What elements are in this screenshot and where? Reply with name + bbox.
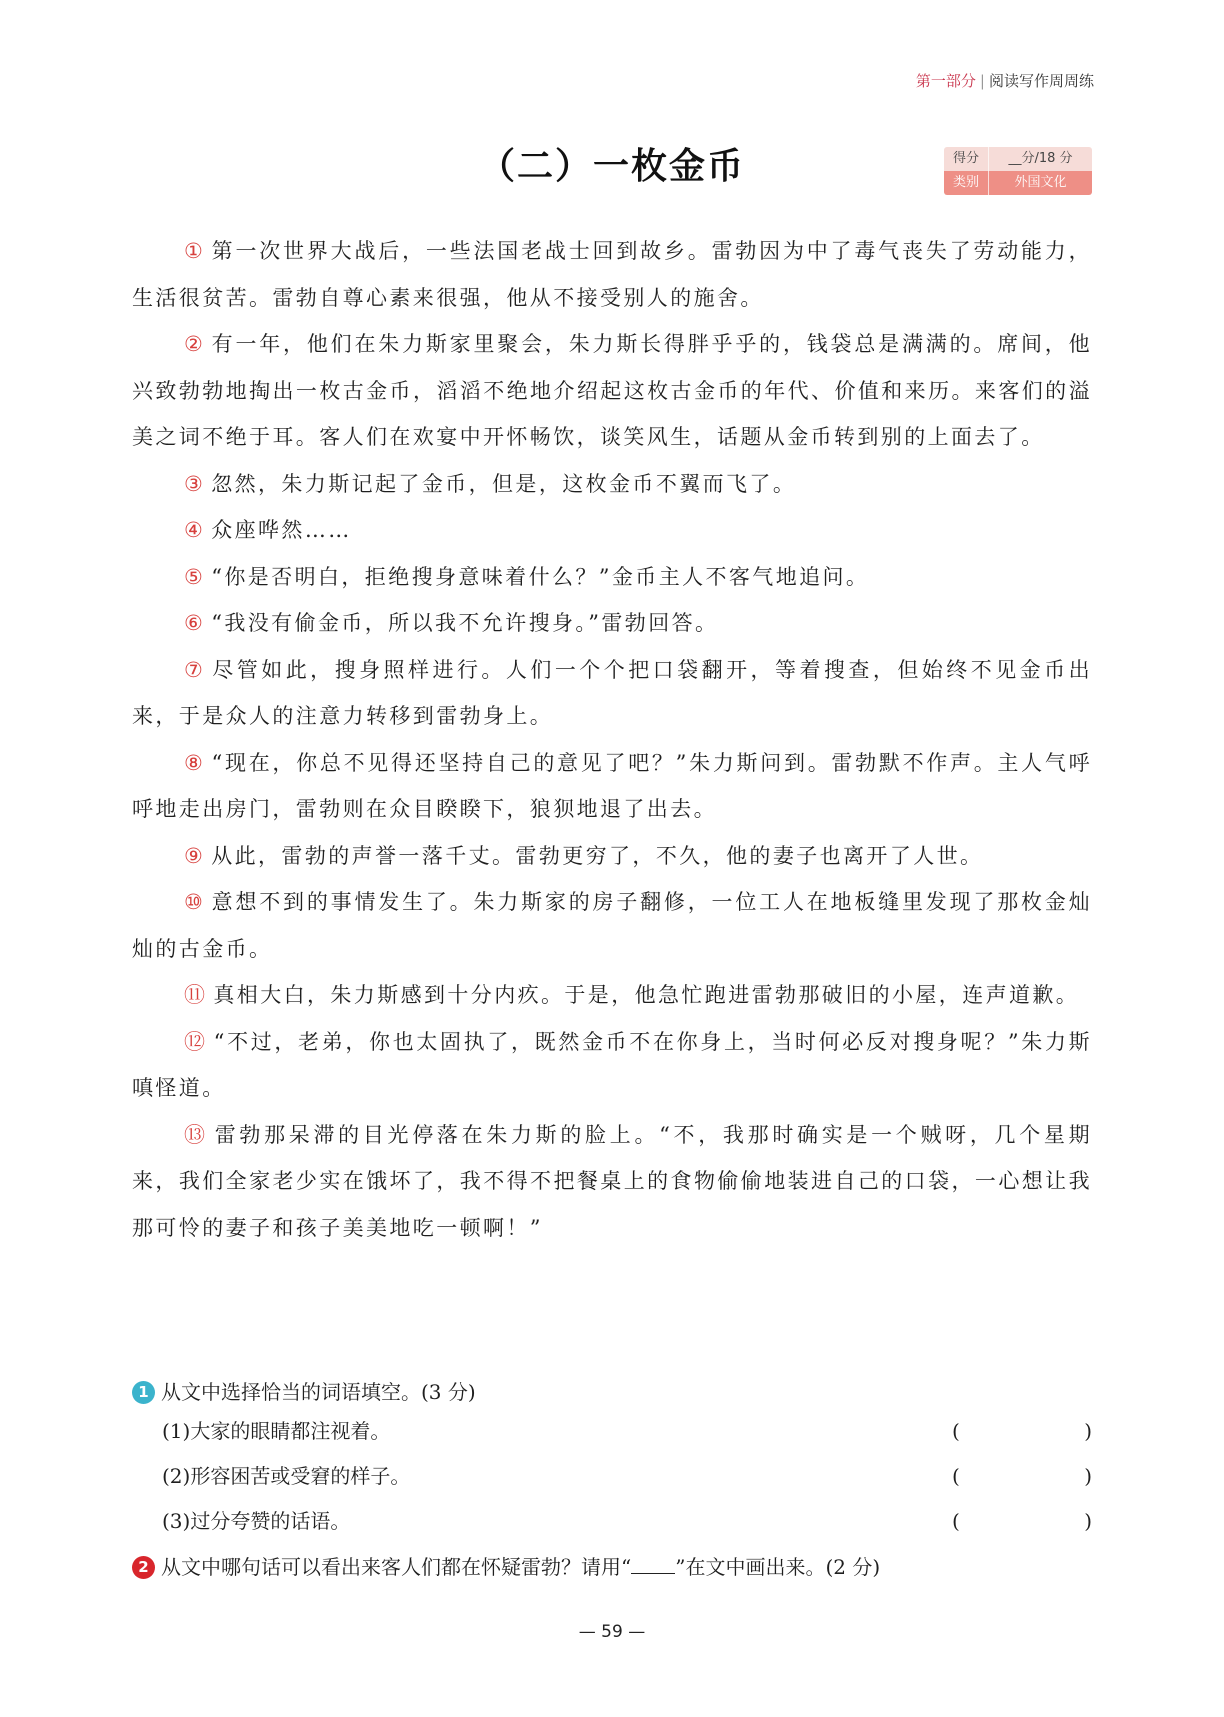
paragraph-number: ② — [184, 332, 206, 356]
score-row — [944, 147, 1092, 171]
paragraph-number: ⑬ — [184, 1122, 209, 1147]
paragraph-text: 忽然，朱力斯记起了金币，但是，这枚金币不翼而飞了。 — [211, 471, 797, 496]
paragraph-number: ⑩ — [184, 890, 206, 914]
header-section: 阅读写作周周练 — [988, 72, 1094, 90]
paragraph-text: 第一次世界大战后，一些法国老战士回到故乡。雷勃因为中了毒气丧失了劳动能力，生活很贫苦。雷勃自尊心素来很强，他从不接受别人的施舍。 — [132, 239, 1093, 310]
paragraph — [132, 461, 1092, 508]
underline-sample — [631, 1553, 675, 1574]
sub-question-text: (1)大家的眼睛都注视着。 — [162, 1419, 391, 1443]
sub-question-text: (3)过分夸赞的话语。 — [162, 1509, 351, 1533]
category-row — [944, 171, 1092, 195]
page-number: — 59 — — [578, 1622, 646, 1642]
paren-open: ( — [952, 1509, 960, 1533]
paragraph — [132, 972, 1092, 1019]
header-part: 第一部分 — [915, 72, 976, 90]
question-1 — [132, 1375, 1092, 1409]
paragraph — [132, 321, 1092, 461]
question-number-badge: 1 — [132, 1381, 155, 1404]
paragraph-number: ⑧ — [184, 750, 206, 775]
paragraph — [132, 554, 1092, 601]
article-title: （二）一枚金币 — [478, 146, 745, 187]
question-text-before: 从文中哪句话可以看出来客人们都在怀疑雷勃？请用“ — [161, 1555, 632, 1579]
article-body — [132, 228, 1092, 1251]
page-header — [916, 70, 1094, 91]
paren-close: ) — [1084, 1464, 1092, 1488]
paragraph — [132, 833, 1092, 880]
paragraph-text: 有一年，他们在朱力斯家里聚会，朱力斯长得胖乎乎的，钱袋总是满满的。席间，他兴致勃勃地掏出一枚古金币，滔滔不绝地介绍起这枚古金币的年代、价值和来历。来客们的溢美之词不绝于耳。客人们在欢宴中开怀畅饮，谈笑风生，话题从金币转到别的上面去了。 — [132, 332, 1093, 449]
paren-close: ) — [1084, 1419, 1092, 1443]
sub-question — [132, 1454, 1092, 1499]
paragraph — [132, 1019, 1092, 1112]
paragraph-text: 从此，雷勃的声誉一落千丈。雷勃更穷了，不久，他的妻子也离开了人世。 — [211, 843, 984, 868]
paragraph-number: ⑦ — [184, 657, 207, 682]
paragraph-number: ⑪ — [184, 983, 208, 1007]
paragraph — [132, 228, 1092, 321]
paragraph-number: ③ — [184, 471, 206, 496]
paragraph-number: ⑥ — [184, 611, 206, 635]
question-text: 从文中选择恰当的词语填空。(3 分) — [161, 1380, 476, 1404]
sub-question — [132, 1499, 1092, 1544]
question-number-badge: 2 — [132, 1556, 155, 1579]
category-value: 外国文化 — [988, 171, 1092, 195]
paragraph-text: “不过，老弟，你也太固执了，既然金币不在你身上，当时何必反对搜身呢？”朱力斯嗔怪道。 — [132, 1029, 1093, 1100]
paragraph-number: ① — [184, 239, 206, 263]
paragraph-text: “我没有偷金币，所以我不允许搜身。”雷勃回答。 — [211, 611, 719, 635]
paragraph-text: 意想不到的事情发生了。朱力斯家的房子翻修，一位工人在地板缝里发现了那枚金灿灿的古金币。 — [132, 890, 1093, 961]
paren-open: ( — [952, 1464, 960, 1488]
paren-open: ( — [952, 1419, 960, 1443]
questions-section — [132, 1375, 1092, 1584]
paragraph-text: 雷勃那呆滞的目光停落在朱力斯的脸上。“不，我那时确实是一个贼呀，几个星期来，我们全家老少实在饿坏了，我不得不把餐桌上的食物偷偷地装进自己的口袋，一心想让我那可怜的妻子和孩子美美地吃一顿啊！” — [132, 1122, 1092, 1240]
paragraph — [132, 600, 1092, 647]
score-label: 得分 — [952, 151, 979, 166]
paragraph — [132, 647, 1092, 740]
paragraph-number: ⑤ — [184, 564, 206, 589]
answer-blank[interactable] — [952, 1499, 1092, 1544]
paragraph-number: ⑫ — [184, 1029, 208, 1054]
answer-blank[interactable] — [952, 1454, 1092, 1499]
paragraph-text: “你是否明白，拒绝搜身意味着什么？”金币主人不客气地追问。 — [211, 564, 870, 589]
sub-question — [132, 1409, 1092, 1454]
score-box — [944, 147, 1092, 195]
paragraph — [132, 740, 1092, 833]
paren-close: ) — [1084, 1509, 1092, 1533]
answer-blank[interactable] — [952, 1409, 1092, 1454]
paragraph-number: ⑨ — [184, 843, 206, 868]
category-label: 类别 — [952, 175, 979, 190]
header-separator: | — [979, 72, 985, 90]
sub-question-text: (2)形容困苦或受窘的样子。 — [162, 1464, 411, 1488]
score-value: __分/18 分 — [988, 147, 1092, 171]
paragraph — [132, 507, 1092, 554]
paragraph-text: 尽管如此，搜身照样进行。人们一个个把口袋翻开，等着搜查，但始终不见金币出来，于是众人的注意力转移到雷勃身上。 — [132, 657, 1092, 728]
question-2 — [132, 1550, 1092, 1584]
paragraph-text: 真相大白，朱力斯感到十分内疚。于是，他急忙跑进雷勃那破旧的小屋，连声道歉。 — [213, 983, 1080, 1007]
paragraph-number: ④ — [184, 518, 206, 542]
paragraph — [132, 879, 1092, 972]
paragraph-text: 众座哗然…… — [211, 518, 352, 542]
paragraph — [132, 1112, 1092, 1252]
paragraph-text: “现在，你总不见得还坚持自己的意见了吧？”朱力斯问到。雷勃默不作声。主人气呼呼地走出房门，雷勃则在众目睽睽下，狼狈地退了出去。 — [132, 750, 1092, 821]
question-text-after: ”在文中画出来。(2 分) — [675, 1555, 881, 1579]
